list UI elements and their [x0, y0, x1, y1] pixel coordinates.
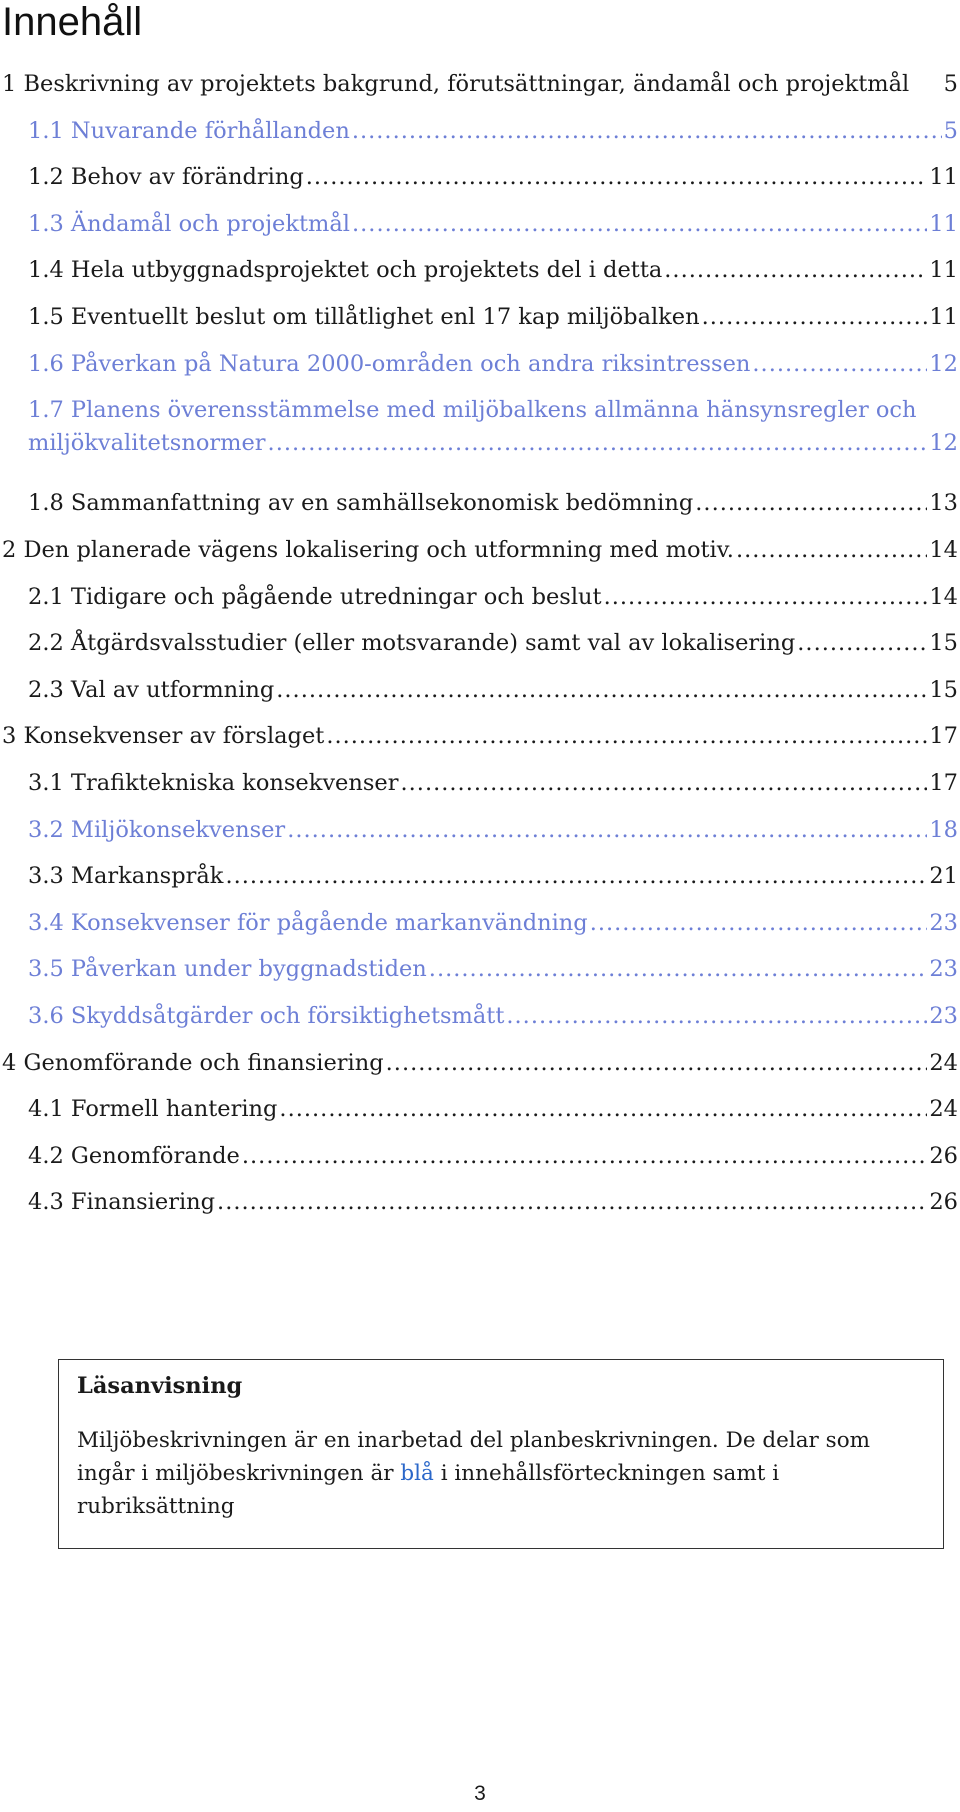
toc-entry[interactable]: [28, 627, 958, 660]
toc-entry-page: 26: [929, 1142, 958, 1169]
toc-dot-leader: [276, 674, 927, 707]
toc-entry-page: 13: [929, 490, 958, 517]
toc-dot-leader: [752, 348, 927, 381]
reading-note-title: Läsanvisning: [77, 1373, 243, 1399]
toc-dot-leader: [506, 1000, 927, 1033]
toc-entry[interactable]: [28, 161, 958, 194]
toc-entry[interactable]: [28, 301, 958, 334]
toc-entry-page: 14: [929, 537, 958, 563]
toc-entry-page: 24: [929, 1049, 958, 1076]
toc-dot-leader: [736, 534, 927, 567]
toc-entry[interactable]: [28, 208, 958, 241]
toc-dot-leader: [217, 1186, 927, 1219]
toc-entry[interactable]: [28, 860, 958, 893]
toc-entry-page: 17: [929, 723, 958, 750]
toc-entry-page: 26: [929, 1189, 958, 1216]
toc-dot-leader: [242, 1140, 928, 1173]
toc-entry[interactable]: [28, 1000, 958, 1033]
toc-entry[interactable]: [28, 348, 958, 381]
toc-entry-page: 14: [929, 583, 958, 610]
toc-dot-leader: [326, 720, 927, 753]
toc-entry-label: 3.3 Markanspråk: [28, 863, 224, 890]
toc-entry[interactable]: [28, 674, 958, 707]
reading-note-box: [58, 1359, 944, 1549]
toc-entry[interactable]: [28, 394, 958, 460]
toc-dot-leader: [268, 427, 928, 460]
toc-entry[interactable]: [28, 115, 958, 148]
toc-entry[interactable]: [2, 1047, 958, 1080]
toc-dot-leader: [604, 581, 928, 614]
toc-dot-leader: [664, 254, 927, 287]
toc-entry-page: 12: [929, 350, 958, 377]
toc-entry[interactable]: [28, 581, 958, 614]
toc-entry-label: 1 Beskrivning av projektets bakgrund, förutsättningar, ändamål och projektmål: [2, 71, 910, 97]
toc-entry-label: 3.4 Konsekvenser för pågående markanvändning: [28, 909, 588, 936]
toc-entry[interactable]: [2, 534, 958, 567]
toc-entry-label: 1.3 Ändamål och projektmål: [28, 210, 350, 237]
toc-entry-page: 23: [929, 956, 958, 983]
reading-note-highlight: blå: [400, 1461, 434, 1486]
toc-entry-label: 3.5 Påverkan under byggnadstiden: [28, 956, 427, 983]
toc-entry[interactable]: [28, 254, 958, 287]
toc-entry-page: 11: [929, 257, 958, 284]
toc-entry[interactable]: [28, 767, 958, 800]
toc-entry-page: 5: [943, 71, 958, 97]
toc-entry-label: 4.1 Formell hantering: [28, 1096, 278, 1123]
toc-entry-label: 3.6 Skyddsåtgärder och försiktighetsmått: [28, 1003, 505, 1029]
toc-entry-label: 1.5 Eventuellt beslut om tillåtlighet enl 17 kap miljöbalken: [28, 304, 700, 330]
toc-entry-page: 24: [929, 1096, 958, 1123]
toc-entry-label: 2 Den planerade vägens lokalisering och utformning med motiv.: [2, 537, 734, 563]
toc-entry[interactable]: [2, 720, 958, 753]
toc-dot-leader: [279, 1093, 927, 1126]
reading-note-text-after: i innehållsförteckningen samt i rubriksättning: [77, 1461, 780, 1519]
toc-dot-leader: [702, 301, 928, 334]
toc-entry[interactable]: [28, 907, 958, 940]
toc-entry-label: 1.8 Sammanfattning av en samhällsekonomisk bedömning: [28, 490, 694, 517]
toc-entry-page: 21: [929, 863, 958, 890]
toc-entry-label: 2.2 Åtgärdsvalsstudier (eller motsvarande) samt val av lokalisering: [28, 630, 796, 657]
toc-entry-label: 1.4 Hela utbyggnadsprojektet och projektets del i detta: [28, 257, 663, 284]
toc-entry-label: 2.3 Val av utformning: [28, 676, 275, 703]
toc-entry-label: miljökvalitetsnormer: [28, 430, 266, 457]
toc-dot-leader: [386, 1047, 928, 1080]
toc-entry[interactable]: [2, 68, 958, 101]
toc-entry-page: 11: [929, 210, 958, 237]
toc-dot-leader: [352, 115, 942, 148]
toc-entry[interactable]: [28, 487, 958, 520]
toc-entry-page: 18: [929, 816, 958, 843]
toc-dot-leader: [352, 208, 927, 241]
toc-entry-label: 2.1 Tidigare och pågående utredningar och beslut: [28, 583, 602, 610]
toc-entry-page: 5: [943, 117, 958, 144]
toc-entry-page: 11: [929, 164, 958, 191]
page-title: Innehåll: [2, 0, 143, 44]
toc-dot-leader: [287, 814, 927, 847]
toc-entry-label: 1.6 Påverkan på Natura 2000-områden och andra riksintressen: [28, 350, 751, 377]
toc-entry-label: 3.1 Trafiktekniska konsekvenser: [28, 770, 399, 796]
toc-dot-leader: [225, 860, 927, 893]
toc-dot-leader: [695, 487, 927, 520]
toc-entry-label: 4 Genomförande och finansiering: [2, 1049, 384, 1076]
toc-entry-page: 15: [929, 676, 958, 703]
toc-entry[interactable]: [28, 953, 958, 986]
toc-entry-page: 23: [929, 1003, 958, 1029]
toc-dot-leader: [429, 953, 928, 986]
toc-entry-label: 1.2 Behov av förändring: [28, 164, 304, 191]
toc-entry[interactable]: [28, 1186, 958, 1219]
toc-entry[interactable]: [28, 1140, 958, 1173]
toc-entry-page: 11: [929, 304, 958, 330]
toc-dot-leader: [797, 627, 927, 660]
toc-entry-label: 3.2 Miljökonsekvenser: [28, 816, 286, 843]
toc-entry-label: 4.3 Finansiering: [28, 1189, 216, 1216]
toc-entry[interactable]: [28, 1093, 958, 1126]
reading-note-text: [77, 1424, 927, 1523]
toc-entry-label: 1.1 Nuvarande förhållanden: [28, 117, 350, 144]
toc-entry-page: 17: [929, 770, 958, 796]
toc-dot-leader: [590, 907, 928, 940]
toc-entry-page: 15: [929, 630, 958, 657]
toc-entry-label: 3 Konsekvenser av förslaget: [2, 723, 325, 750]
toc-entry-page: 23: [929, 909, 958, 936]
page-number: 3: [474, 1782, 486, 1805]
toc-dot-leader: [306, 161, 928, 194]
toc-entry-label: 4.2 Genomförande: [28, 1142, 240, 1169]
reading-note-text-before: Miljöbeskrivningen är en inarbetad del planbeskrivningen. De delar som ingår i miljöbeskrivningen är: [77, 1428, 871, 1486]
toc-entry-label: 1.7 Planens överensstämmelse med miljöbalkens allmänna hänsynsregler och: [28, 397, 917, 424]
toc-entry-page: 12: [929, 430, 958, 457]
toc-dot-leader: [400, 767, 927, 800]
toc-entry[interactable]: [28, 814, 958, 847]
